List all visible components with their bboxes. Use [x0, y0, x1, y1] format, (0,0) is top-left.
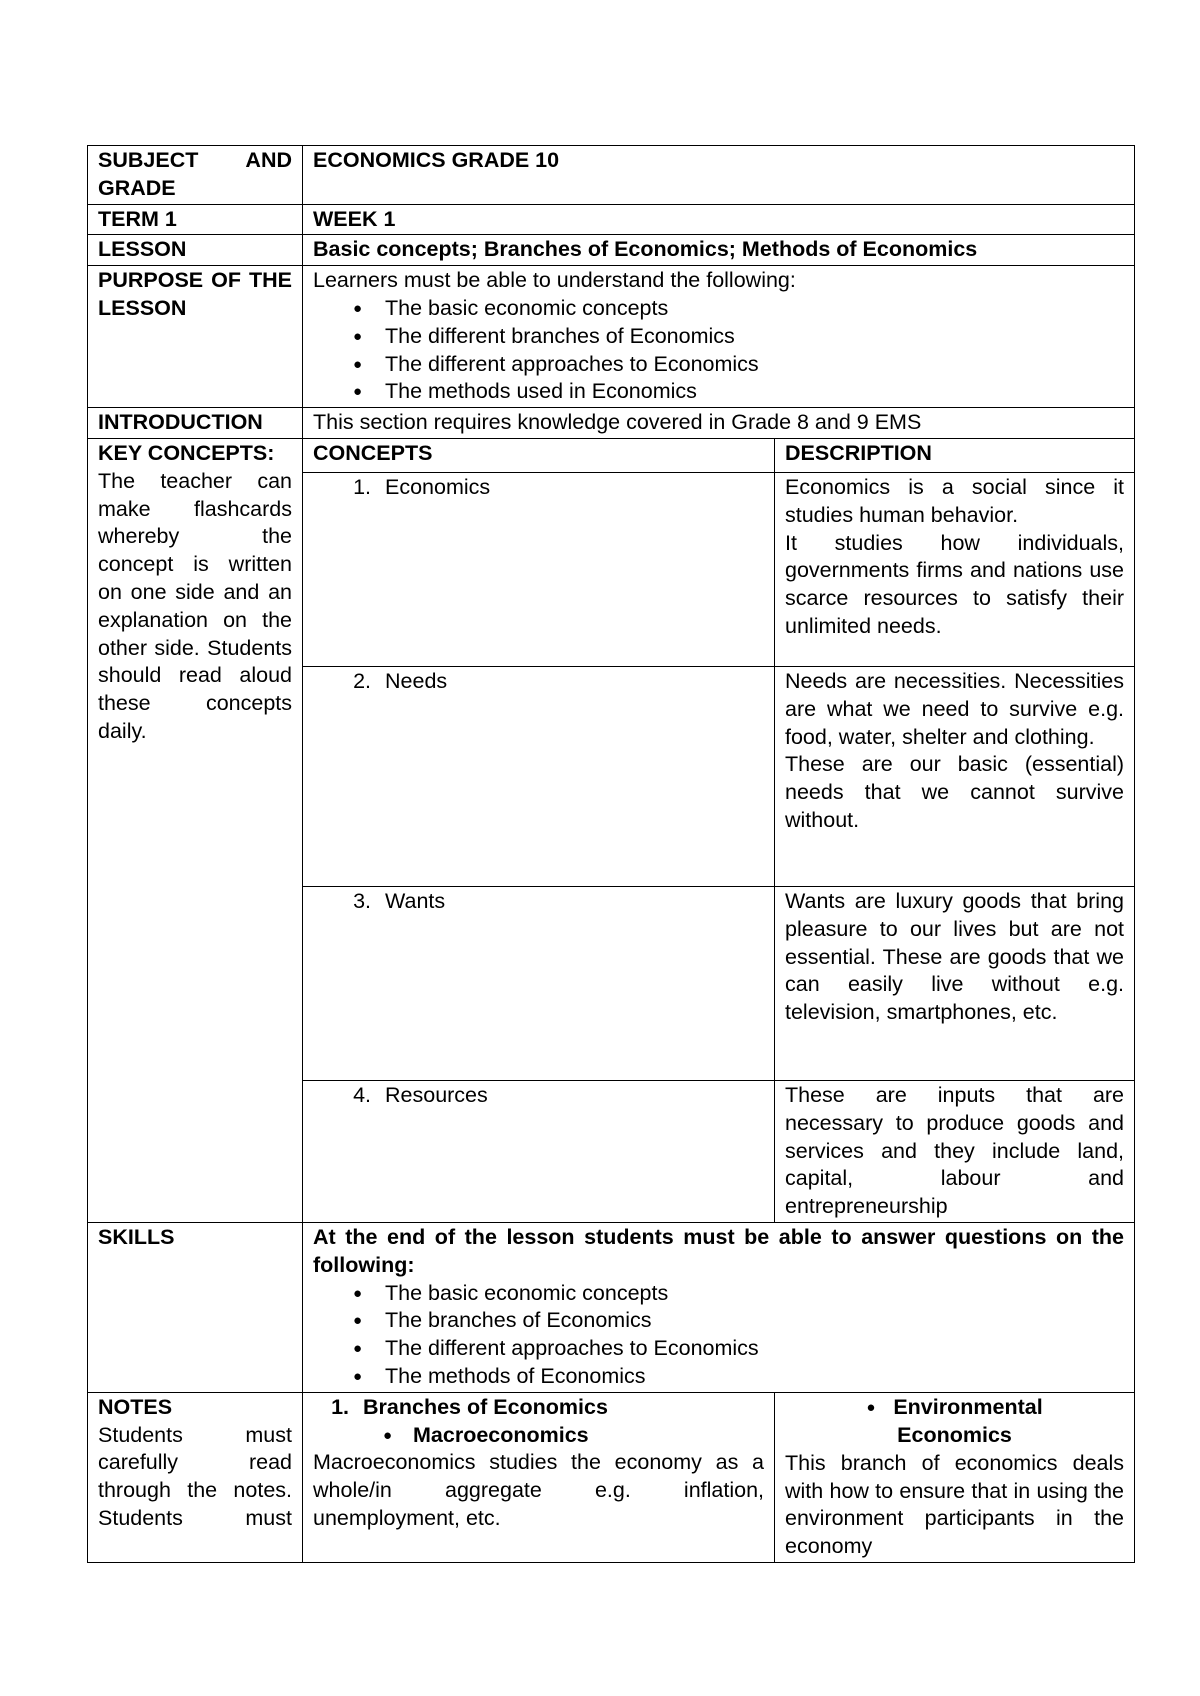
environmental-text: This branch of economics deals with how to ensure that in using the environment participants in the economy [785, 1450, 1125, 1559]
list-item: ● The basic economic concepts [353, 1280, 1124, 1308]
concept-name: Needs [385, 668, 448, 693]
concept-description: Wants are luxury goods that bring pleasure to our lives but are not essential. These are goods that we can easily live without e.g. television, smartphones, etc. [775, 886, 1135, 1080]
notes-note: Students must carefully read through the notes. Students must [98, 1422, 292, 1530]
list-item: ● The different branches of Economics [353, 323, 1124, 351]
description-column-header: DESCRIPTION [775, 438, 1135, 472]
list-item: ● The methods used in Economics [353, 378, 1124, 406]
macroeconomics-title: ● Macroeconomics [313, 1422, 764, 1450]
notes-middle-cell [303, 1392, 775, 1562]
subject-label: SUBJECT AND GRADE [88, 146, 303, 205]
lesson-row [88, 235, 1135, 266]
skills-content [303, 1222, 1135, 1392]
notes-right-cell [775, 1392, 1135, 1562]
environmental-title-line-1 [785, 1394, 1124, 1422]
heading-number: 1. [331, 1394, 349, 1419]
heading-text: Branches of Economics [363, 1394, 608, 1419]
concept-number: 3. [353, 888, 371, 913]
list-item: ● The basic economic concepts [353, 295, 1124, 323]
env-title-text: Environmental [893, 1394, 1043, 1419]
bullet-icon: ● [866, 1399, 876, 1417]
lesson-value: Basic concepts; Branches of Economics; Methods of Economics [303, 235, 1135, 266]
term-label: TERM 1 [88, 204, 303, 235]
key-concepts-label: KEY CONCEPTS: [98, 440, 275, 465]
key-concepts-label-cell [88, 438, 303, 1222]
concept-name: Resources [385, 1082, 488, 1107]
skills-label: SKILLS [88, 1222, 303, 1392]
purpose-row [88, 266, 1135, 408]
macroeconomics-text: Macroeconomics studies the economy as a whole/in aggregate e.g. inflation, unemployment, etc. [313, 1450, 764, 1530]
introduction-row [88, 408, 1135, 439]
purpose-content [303, 266, 1135, 408]
notes-label: NOTES [98, 1394, 173, 1419]
lesson-plan-table [87, 145, 1135, 1563]
list-item: ● The different approaches to Economics [353, 1335, 1124, 1363]
purpose-label: PURPOSE OF THE LESSON [88, 266, 303, 408]
branches-heading [313, 1394, 764, 1422]
concept-number: 2. [353, 668, 371, 693]
concept-number: 4. [353, 1082, 371, 1107]
lesson-label: LESSON [88, 235, 303, 266]
notes-row [88, 1392, 1135, 1562]
skills-list [313, 1280, 1124, 1391]
concept-cell [303, 1080, 775, 1222]
key-concepts-header-row [88, 438, 1135, 472]
skills-row [88, 1222, 1135, 1392]
subject-row [88, 146, 1135, 205]
concepts-column-header: CONCEPTS [303, 438, 775, 472]
list-item: ● The methods of Economics [353, 1363, 1124, 1391]
concept-cell [303, 666, 775, 886]
concept-name: Wants [385, 888, 446, 913]
introduction-value: This section requires knowledge covered in Grade 8 and 9 EMS [303, 408, 1135, 439]
purpose-intro: Learners must be able to understand the following: [313, 268, 796, 293]
concept-cell [303, 886, 775, 1080]
subject-value: ECONOMICS GRADE 10 [303, 146, 1135, 205]
concept-name: Economics [385, 474, 491, 499]
environmental-title-line-2: Economics [897, 1422, 1012, 1447]
concept-description: Needs are necessities. Necessities are what we need to survive e.g. food, water, shelter and clothing. These are our basic (essential) needs that we cannot survive without. [775, 666, 1135, 886]
key-concepts-note: The teacher can make flashcards whereby the concept is written on one side and an explanation on the other side. Students should read aloud these concepts daily. [98, 468, 292, 743]
notes-label-cell [88, 1392, 303, 1562]
concept-description: These are inputs that are necessary to produce goods and services and they include land, capital, labour and entrepreneurship [775, 1080, 1135, 1222]
term-row [88, 204, 1135, 235]
purpose-list [313, 295, 1124, 406]
concept-cell [303, 472, 775, 666]
concept-description: Economics is a social since it studies human behavior. It studies how individuals, governments firms and nations use scarce resources to satisfy their unlimited needs. [775, 472, 1135, 666]
skills-intro: At the end of the lesson students must be able to answer questions on the following: [313, 1224, 1125, 1277]
concept-number: 1. [353, 474, 371, 499]
introduction-label: INTRODUCTION [88, 408, 303, 439]
list-item: ● The branches of Economics [353, 1307, 1124, 1335]
week-value: WEEK 1 [303, 204, 1135, 235]
list-item: ● The different approaches to Economics [353, 351, 1124, 379]
